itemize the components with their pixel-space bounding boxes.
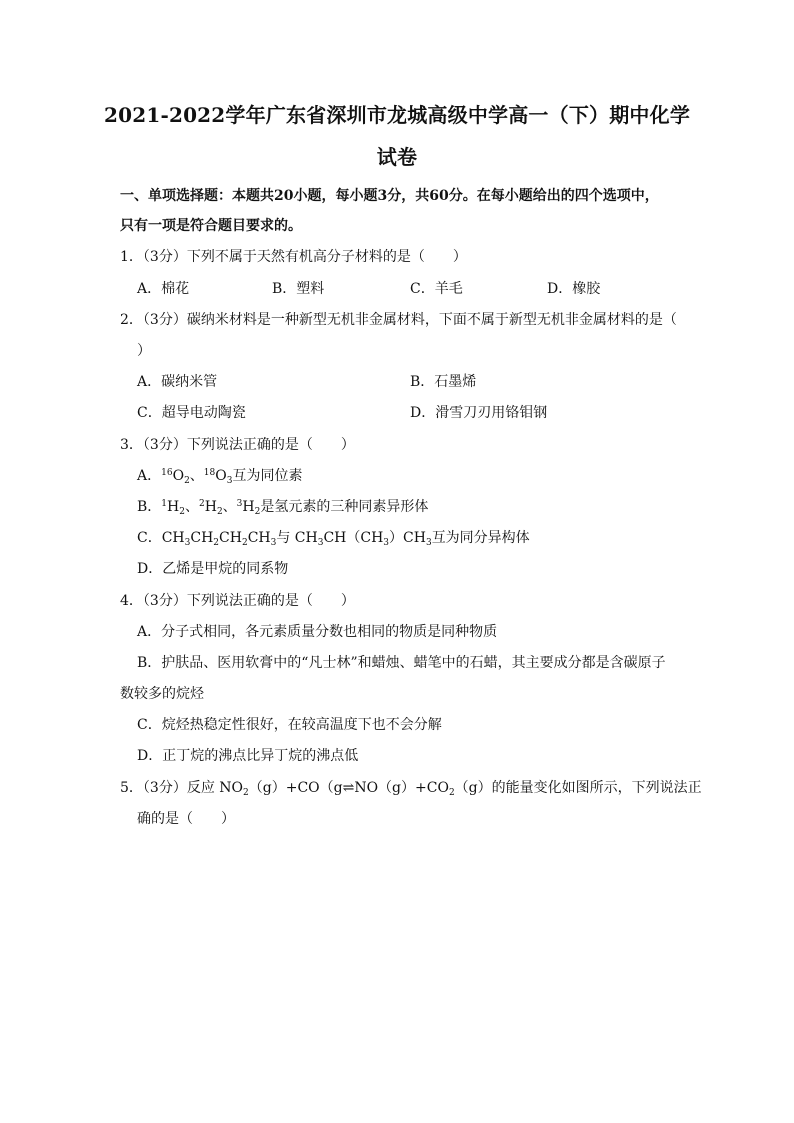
formula-subscript: 3 bbox=[184, 538, 191, 548]
page-title: 2021-2022学年广东省深圳市龙城高级中学高一（下）期中化学 bbox=[103, 103, 691, 127]
formula-subscript: 2 bbox=[184, 476, 190, 486]
question-1 bbox=[120, 248, 467, 266]
formula-text: CH（CH bbox=[323, 530, 384, 546]
option-4b: B．护肤品、医用软膏中的“凡士林”和蜡烛、蜡笔中的石蜡，其主要成分都是含碳原子 bbox=[137, 655, 666, 671]
option-text: 是氢元素的三种同素异形体 bbox=[260, 499, 429, 515]
separator: 、 bbox=[222, 499, 237, 515]
question-stem: （3分）下列不属于天然有机高分子材料的是（ ） bbox=[142, 249, 467, 265]
isotope-mass: 2 bbox=[198, 499, 205, 509]
formula-text: CH bbox=[247, 530, 271, 546]
formula-text: O bbox=[172, 468, 185, 484]
section-heading-continued: 只有一项是符合题目要求的。 bbox=[120, 218, 302, 234]
formula-text: O bbox=[215, 468, 227, 484]
formula-subscript: 3 bbox=[425, 538, 432, 548]
separator: 、 bbox=[184, 499, 199, 515]
option-4c: C．烷烃热稳定性很好，在较高温度下也不会分解 bbox=[137, 717, 442, 733]
section-heading: 一、单项选择题：本题共20小题，每小题3分，共60分。在每小题给出的四个选项中， bbox=[120, 188, 659, 204]
option-1c: C．羊毛 bbox=[410, 281, 463, 297]
formula-subscript: 2 bbox=[179, 507, 185, 517]
option-letter: A． bbox=[137, 468, 162, 484]
question-5 bbox=[120, 779, 702, 797]
formula-text: CH bbox=[219, 530, 242, 546]
formula-subscript: 2 bbox=[213, 538, 220, 548]
formula-text: H bbox=[204, 499, 217, 515]
formula-text: CH bbox=[190, 530, 214, 546]
question-2 bbox=[120, 311, 677, 329]
question-number: 3． bbox=[120, 437, 143, 453]
question-number: 1． bbox=[120, 249, 143, 265]
isotope-mass: 18 bbox=[203, 468, 216, 478]
option-3c bbox=[137, 529, 530, 547]
question-stem: （3分）下列说法正确的是（ ） bbox=[142, 437, 355, 453]
formula-text: H bbox=[242, 499, 255, 515]
option-4b-continued: 数较多的烷烃 bbox=[120, 686, 204, 702]
option-4d: D．正丁烷的沸点比异丁烷的沸点低 bbox=[137, 748, 359, 764]
option-1b: B．塑料 bbox=[272, 281, 325, 297]
option-2d: D．滑雪刀刃用铬钼钢 bbox=[410, 405, 548, 421]
isotope-mass: 3 bbox=[236, 499, 243, 509]
isotope-mass: 1 bbox=[161, 499, 168, 509]
option-2a: A．碳纳米管 bbox=[137, 374, 218, 390]
formula-subscript: 3 bbox=[270, 538, 277, 548]
option-4a: A．分子式相同，各元素质量分数也相同的物质是同种物质 bbox=[137, 624, 498, 640]
question-number: 2． bbox=[120, 312, 143, 328]
question-stem: （3分）反应 NO bbox=[142, 780, 244, 796]
question-number: 4． bbox=[120, 593, 143, 609]
formula-subscript: 3 bbox=[383, 538, 390, 548]
separator: 、 bbox=[189, 468, 204, 484]
formula-subscript: 2 bbox=[448, 788, 455, 798]
option-letter: C． bbox=[137, 530, 162, 546]
option-text: 互为同分异构体 bbox=[431, 530, 530, 546]
formula-subscript: 2 bbox=[241, 538, 248, 548]
page-title-continued: 试卷 bbox=[376, 145, 418, 169]
question-number: 5． bbox=[120, 780, 143, 796]
option-text: 互为同位素 bbox=[232, 468, 303, 484]
formula-text: 与 CH bbox=[276, 530, 318, 546]
question-stem: （g）+CO（g⇌NO（g）+CO bbox=[248, 780, 449, 796]
option-3a bbox=[137, 467, 302, 485]
question-4 bbox=[120, 592, 355, 610]
formula-text: ）CH bbox=[389, 530, 426, 546]
option-2c: C．超导电动陶瓷 bbox=[137, 405, 246, 421]
option-3b bbox=[137, 498, 428, 516]
question-stem: （3分）下列说法正确的是（ ） bbox=[142, 593, 355, 609]
option-3d: D．乙烯是甲烷的同系物 bbox=[137, 561, 289, 577]
formula-text: H bbox=[167, 499, 180, 515]
option-letter: B． bbox=[137, 499, 162, 515]
option-1a: A．棉花 bbox=[137, 281, 190, 297]
formula-subscript: 3 bbox=[317, 538, 324, 548]
question-stem: （3分）碳纳米材料是一种新型无机非金属材料，下面不属于新型无机非金属材料的是（ bbox=[142, 312, 677, 328]
question-5-continued: 确的是（ ） bbox=[137, 811, 235, 827]
formula-subscript: 2 bbox=[243, 788, 249, 798]
option-2b: B．石墨烯 bbox=[410, 374, 477, 390]
formula-text: CH bbox=[161, 530, 185, 546]
question-2-continued: ） bbox=[137, 343, 151, 359]
question-3 bbox=[120, 436, 355, 454]
formula-subscript: 3 bbox=[226, 476, 233, 486]
option-1d: D．橡胶 bbox=[547, 281, 601, 297]
formula-subscript: 2 bbox=[216, 507, 223, 517]
question-stem: （g）的能量变化如图所示，下列说法正 bbox=[454, 780, 702, 796]
isotope-mass: 16 bbox=[161, 468, 173, 478]
formula-subscript: 2 bbox=[254, 507, 261, 517]
